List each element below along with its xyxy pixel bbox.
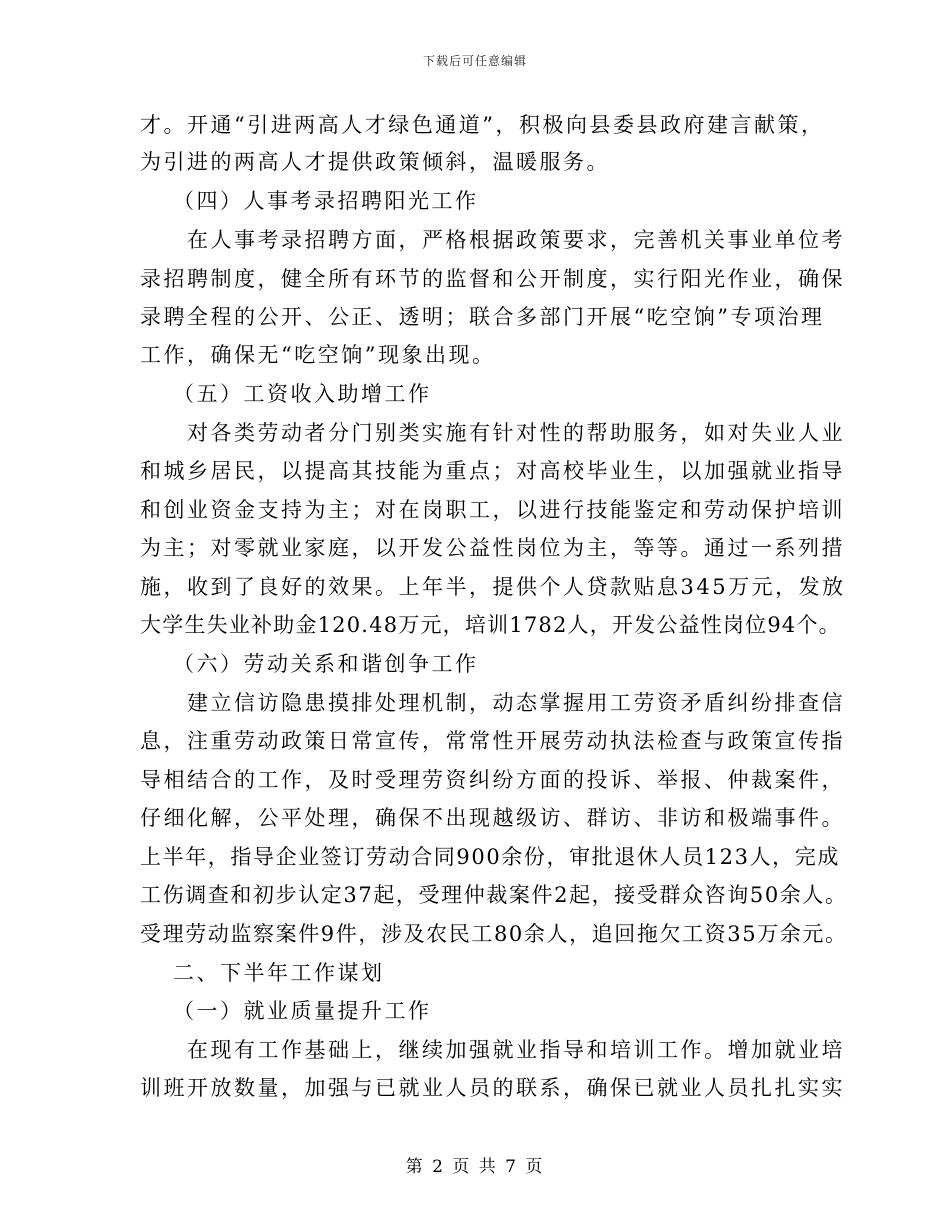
body-line: 为引进的两高人才提供政策倾斜，温暖服务。: [140, 150, 610, 174]
body-line: 录招聘制度，健全所有环节的监督和公开制度，实行阳光作业，确保: [140, 267, 845, 291]
section-heading: 二、下半年工作谋划: [173, 961, 385, 985]
body-line: 仔细化解，公平处理，确保不出现越级访、群访、非访和极端事件。: [140, 806, 845, 830]
body-line: 上半年，指导企业签订劳动合同900余份，审批退休人员123人，完成: [140, 845, 840, 869]
body-line: 工伤调查和初步认定37起，受理仲裁案件2起，接受群众咨询50余人。: [140, 883, 848, 907]
body-line: 受理劳动监察案件9件，涉及农民工80余人，追回拖欠工资35万余元。: [140, 922, 848, 946]
body-line: 对各类劳动者分门别类实施有针对性的帮助服务，如对失业人业: [187, 421, 845, 445]
page-footer: 第 2 页 共 7 页: [405, 1157, 545, 1177]
body-line: 训班开放数量，加强与已就业人员的联系，确保已就业人员扎扎实实: [140, 1076, 845, 1100]
body-line: 导相结合的工作，及时受理劳资纠纷方面的投诉、举报、仲裁案件，: [140, 768, 845, 792]
body-line: 录聘全程的公开、公正、透明；联合多部门开展“吃空饷”专项治理: [140, 305, 825, 329]
body-line: 和创业资金支持为主；对在岗职工，以进行技能鉴定和劳动保护培训: [140, 498, 845, 522]
body-line: 工作，确保无“吃空饷”现象出现。: [140, 343, 496, 367]
page-header: 下载后可任意编辑: [422, 54, 527, 68]
body-line: 为主；对零就业家庭，以开发公益性岗位为主，等等。通过一系列措: [140, 536, 845, 560]
body-line: 和城乡居民，以提高其技能为重点；对高校毕业生，以加强就业指导: [140, 459, 845, 483]
section-heading: （一）就业质量提升工作: [173, 999, 432, 1023]
section-heading: （六）劳动关系和谐创争工作: [173, 652, 479, 676]
body-line: 在现有工作基础上，继续加强就业指导和培训工作。增加就业培: [187, 1038, 845, 1062]
section-heading: （四）人事考录招聘阳光工作: [173, 189, 479, 213]
body-line: 施，收到了良好的效果。上年半，提供个人贷款贴息345万元，发放: [140, 575, 846, 599]
body-line: 才。开通“引进两高人才绿色通道”，积极向县委县政府建言献策，: [140, 113, 825, 137]
section-heading: （五）工资收入助增工作: [173, 382, 432, 406]
body-line: 息，注重劳动政策日常宣传，常常性开展劳动执法检查与政策宣传指: [140, 729, 845, 753]
body-line: 在人事考录招聘方面，严格根据政策要求，完善机关事业单位考: [187, 228, 845, 252]
body-line: 建立信访隐患摸排处理机制，动态掌握用工劳资矛盾纠纷排查信: [187, 691, 845, 715]
body-line: 大学生失业补助金120.48万元，培训1782人，开发公益性岗位94个。: [140, 613, 841, 637]
